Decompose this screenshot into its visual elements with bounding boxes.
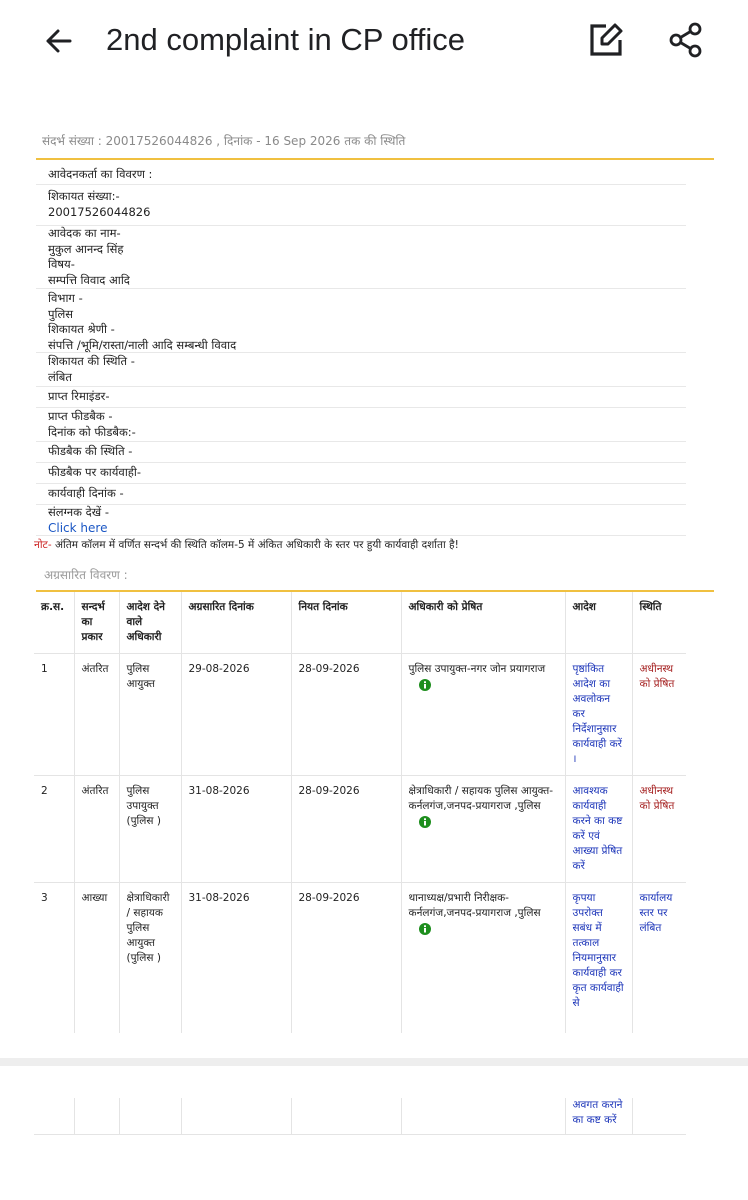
feedback-action-row: फीडबैक पर कार्यवाही- — [36, 463, 686, 484]
attachment-link[interactable]: Click here — [48, 520, 108, 535]
table-row: 1 अंतरित पुलिस आयुक्त 29-08-2026 28-09-2026 पुलिस उपायुक्त-नगर जोन प्रयागराज पृष्ठांकित आदेश का अवलोकन कर निर्देशानुसार कार्यवाही करें । अधीनस्थ को प्रेषित — [34, 654, 686, 776]
arrow-left-icon[interactable] — [38, 20, 80, 62]
info-icon[interactable] — [419, 679, 431, 691]
column-header: नियत दिनांक — [291, 592, 401, 654]
table-row: 2 अंतरित पुलिस उपायुक्त (पुलिस ) 31-08-2026 28-09-2026 क्षेत्राधिकारी / सहायक पुलिस आयुक्त-कर्नलगंज,जनपद-प्रयागराज ,पुलिस आवश्यक कार्यवाही करने का कष्ट करें एवं आख्या प्रेषित करें अधीनस्थ को प्रेषित — [34, 776, 686, 883]
column-header: अग्रसारित दिनांक — [181, 592, 291, 654]
complaint-number-row: शिकायत संख्या:- 20017526044826 — [36, 185, 686, 226]
reference-status: संदर्भ संख्या : 20017526044826 , दिनांक - 16 Sep 2026 तक की स्थिति — [42, 134, 406, 148]
column-header: आदेश — [565, 592, 632, 654]
column-header: अधिकारी को प्रेषित — [401, 592, 565, 654]
share-icon[interactable] — [664, 18, 708, 62]
page-title: 2nd complaint in CP office — [106, 22, 466, 57]
table-row: 3 आख्या क्षेत्राधिकारी / सहायक पुलिस आयुक्त (पुलिस ) 31-08-2026 28-09-2026 थानाध्यक्ष/प्रभारी निरीक्षक-कर्नलगंज,जनपद-प्रयागराज ,पुलिस कृपया उपरोक्त सबंध में तत्काल नियमानुसार कार्यवाही कर कृत कार्यवाही से कार्यालय स्तर पर लंबित — [34, 883, 686, 1033]
document-view[interactable] — [0, 82, 748, 1058]
column-header: सन्दर्भ का प्रकार — [74, 592, 119, 654]
forward-table-continued — [34, 1098, 686, 1135]
attachment-row: संलग्नक देखें - Click here — [36, 505, 686, 536]
action-date-row: कार्यवाही दिनांक - — [36, 484, 686, 505]
column-header: आदेश देने वाले अधिकारी — [119, 592, 181, 654]
edit-icon[interactable] — [584, 18, 628, 62]
column-header: क्र.स. — [34, 592, 74, 654]
page-break — [0, 1058, 748, 1066]
accent-divider — [36, 158, 714, 160]
info-icon[interactable] — [419, 923, 431, 935]
forward-table — [34, 592, 686, 1033]
forward-section-title: अग्रसारित विवरण : — [44, 568, 128, 582]
applicant-subject-row: आवेदक का नाम- मुकुल आनन्द सिंह विषय- सम्पत्ति विवाद आदि — [36, 226, 686, 289]
column-header: स्थिति — [632, 592, 686, 654]
info-icon[interactable] — [419, 816, 431, 828]
reminder-row: प्राप्त रिमाइंडर- — [36, 387, 686, 408]
department-category-row: विभाग - पुलिस शिकायत श्रेणी - संपत्ति /भूमि/रास्ता/नाली आदि सम्बन्धी विवाद — [36, 289, 686, 353]
note-text: नोट- अंतिम कॉलम में वर्णित सन्दर्भ की स्थिति कॉलम-5 में अंकित अधिकारी के स्तर पर हुयी कार्यवाही दर्शाता है! — [34, 539, 459, 551]
applicant-section-title: आवेदनकर्ता का विवरण : — [36, 164, 686, 185]
app-bar — [0, 0, 748, 82]
table-header-row — [34, 592, 686, 654]
feedback-status-row: फीडबैक की स्थिति - — [36, 442, 686, 463]
complaint-status-row: शिकायत की स्थिति - लंबित — [36, 353, 686, 387]
table-row: अवगत कराने का कष्ट करें — [34, 1098, 686, 1135]
feedback-row: प्राप्त फीडबैक - दिनांक को फीडबैक:- — [36, 408, 686, 442]
document-continuation[interactable] — [0, 1066, 748, 1200]
